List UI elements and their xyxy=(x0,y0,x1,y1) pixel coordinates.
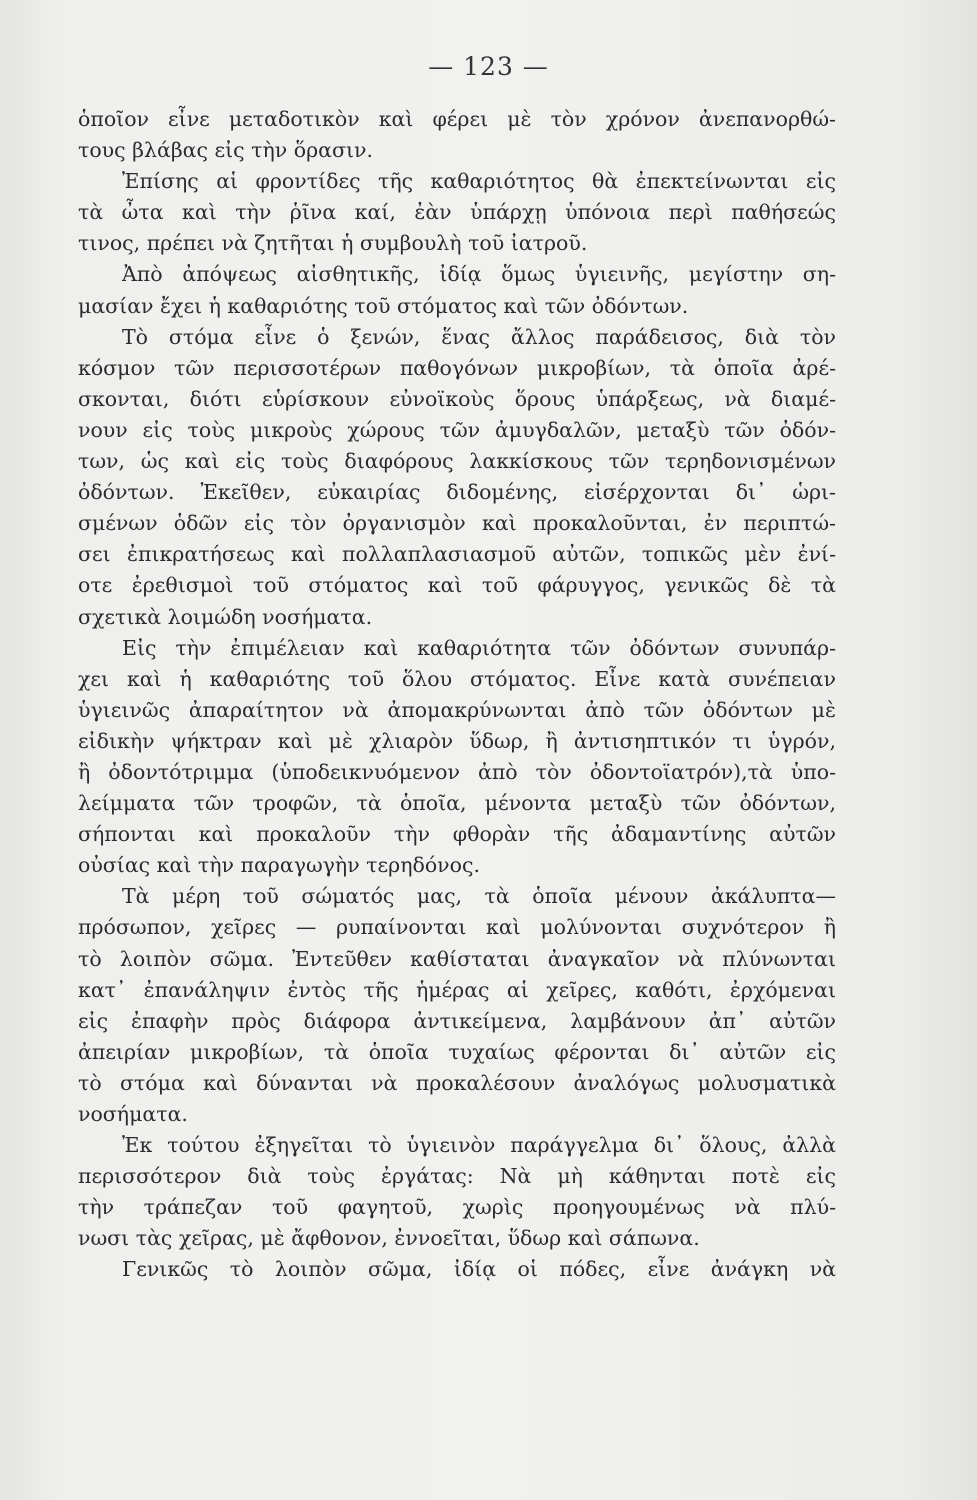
text-line: τὸ λοιπὸν σῶμα. Ἐντεῦθεν καθίσταται ἀναγκαῖον νὰ πλύνωνται xyxy=(78,946,836,971)
text-line: τους βλάβας εἰς τὴν ὅρασιν. xyxy=(78,138,374,163)
text-line: οτε ἐρεθισμοὶ τοῦ στόματος καὶ τοῦ φάρυγγος, γενικῶς δὲ τὰ xyxy=(78,573,836,598)
text-line: τινος, πρέπει νὰ ζητῆται ἡ συμβουλὴ τοῦ ἰατροῦ. xyxy=(78,231,588,256)
text-line: πρόσωπον, χεῖρες — ρυπαίνονται καὶ μολύνονται συχνότερον ἢ xyxy=(78,915,836,940)
text-line: τὴν τράπεζαν τοῦ φαγητοῦ, χωρὶς προηγουμένως νὰ πλύ- xyxy=(78,1195,836,1220)
text-line: τὸ στόμα καὶ δύνανται νὰ προκαλέσουν ἀναλόγως μολυσματικὰ xyxy=(78,1070,836,1095)
text-line: ὀδόντων. Ἐκεῖθεν, εὐκαιρίας διδομένης, εἰσέρχονται δι᾽ ὡρι- xyxy=(78,480,836,505)
text-line: ὑγιεινῶς ἀπαραίτητον νὰ ἀπομακρύνωνται ἀπὸ τῶν ὀδόντων μὲ xyxy=(78,697,836,722)
text-line: λείμματα τῶν τροφῶν, τὰ ὁποῖα, μένοντα μεταξὺ τῶν ὀδόντων, xyxy=(78,791,836,816)
text-line: οὐσίας καὶ τὴν παραγωγὴν τερηδόνος. xyxy=(78,853,480,878)
text-line: σχετικὰ λοιμώδη νοσήματα. xyxy=(78,604,373,629)
text-line: νοσήματα. xyxy=(78,1102,188,1126)
text-line: εἰδικὴν ψήκτραν καὶ μὲ χλιαρὸν ὕδωρ, ἢ ἀντισηπτικόν τι ὑγρόν, xyxy=(78,728,836,753)
body-text xyxy=(78,104,836,1286)
text-line: ὁποῖον εἶνε μεταδοτικὸν καὶ φέρει μὲ τὸν χρόνον ἀνεπανορθώ- xyxy=(78,107,836,131)
text-line: σκονται, διότι εὑρίσκουν εὐνοϊκοὺς ὅρους ὑπάρξεως, νὰ διαμέ- xyxy=(78,386,836,411)
text-line: κατ᾽ ἐπανάληψιν ἐντὸς τῆς ἡμέρας αἱ χεῖρες, καθότι, ἐρχόμεναι xyxy=(78,977,836,1002)
text-line: Γενικῶς τὸ λοιπὸν σῶμα, ἰδίᾳ οἱ πόδες, εἶνε ἀνάγκη νὰ xyxy=(122,1257,836,1282)
text-line: Ἐπίσης αἱ φροντίδες τῆς καθαριότητος θὰ ἐπεκτείνωνται εἰς xyxy=(122,169,836,194)
page-number: — 123 — xyxy=(428,52,549,81)
text-line: Τὸ στόμα εἶνε ὁ ξενών, ἕνας ἄλλος παράδεισος, διὰ τὸν xyxy=(122,324,836,349)
text-line: σμένων ὁδῶν εἰς τὸν ὀργανισμὸν καὶ προκαλοῦνται, ἐν περιπτώ- xyxy=(78,511,836,536)
text-line: περισσότερον διὰ τοὺς ἐργάτας: Νὰ μὴ κάθηνται ποτὲ εἰς xyxy=(78,1164,836,1189)
text-line: Τὰ μέρη τοῦ σώματός μας, τὰ ὁποῖα μένουν ἀκάλυπτα— xyxy=(122,884,836,909)
text-line: νωσι τὰς χεῖρας, μὲ ἄφθονον, ἐννοεῖται, ὕδωρ καὶ σάπωνα. xyxy=(78,1226,700,1251)
text-line: Ἐκ τούτου ἐξηγεῖται τὸ ὑγιεινὸν παράγγελμα δι᾽ ὅλους, ἀλλὰ xyxy=(122,1133,836,1158)
text-line: χει καὶ ἡ καθαριότης τοῦ ὅλου στόματος. Εἶνε κατὰ συνέπειαν xyxy=(78,666,836,691)
text-line: Εἰς τὴν ἐπιμέλειαν καὶ καθαριότητα τῶν ὀδόντων συνυπάρ- xyxy=(122,635,836,660)
text-line: τὰ ὦτα καὶ τὴν ῥῖνα καί, ἐὰν ὑπάρχῃ ὑπόνοια περὶ παθήσεώς xyxy=(78,200,836,225)
text-line: εἰς ἐπαφὴν πρὸς διάφορα ἀντικείμενα, λαμβάνουν ἀπ᾽ αὐτῶν xyxy=(78,1008,836,1033)
text-line: ἀπειρίαν μικροβίων, τὰ ὁποῖα τυχαίως φέρονται δι᾽ αὐτῶν εἰς xyxy=(78,1039,836,1064)
text-line: ἢ ὀδοντότριμμα (ὑποδεικνυόμενον ἀπὸ τὸν ὀδοντοϊατρόν),τὰ ὑπο- xyxy=(78,759,836,784)
text-line: των, ὡς καὶ εἰς τοὺς διαφόρους λακκίσκους τῶν τερηδονισμένων xyxy=(78,449,836,474)
text-line: κόσμον τῶν περισσοτέρων παθογόνων μικροβίων, τὰ ὁποῖα ἀρέ- xyxy=(78,355,836,380)
text-line: Ἀπὸ ἀπόψεως αἰσθητικῆς, ἰδίᾳ ὅμως ὑγιεινῆς, μεγίστην ση- xyxy=(122,262,836,287)
text-line: σήπονται καὶ προκαλοῦν τὴν φθορὰν τῆς ἀδαμαντίνης αὐτῶν xyxy=(78,822,836,847)
text-line: σει ἐπικρατήσεως καὶ πολλαπλασιασμοῦ αὐτῶν, τοπικῶς μὲν ἐνί- xyxy=(78,542,836,567)
text-line: νουν εἰς τοὺς μικροὺς χώρους τῶν ἀμυγδαλῶν, μεταξὺ τῶν ὀδόν- xyxy=(78,417,836,442)
text-line: μασίαν ἔχει ἡ καθαριότης τοῦ στόματος καὶ τῶν ὀδόντων. xyxy=(78,293,689,318)
